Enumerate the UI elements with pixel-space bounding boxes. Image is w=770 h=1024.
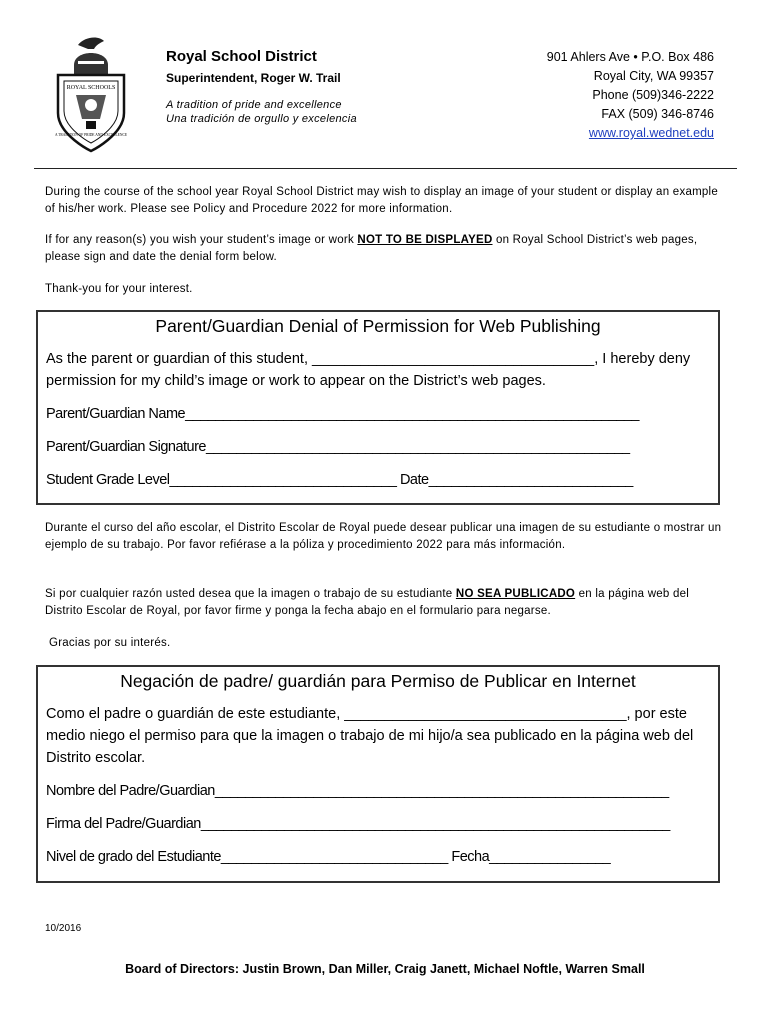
logo-text-top: ROYAL SCHOOLS [66,85,116,91]
spanish-name-field[interactable]: Nombre del Padre/Guardian____________________________________________________________ [46,783,669,799]
superintendent: Superintendent, Roger W. Trail [166,71,341,85]
phone: Phone (509)346-2222 [592,88,714,102]
english-reason: If for any reason(s) you wish your student’s image or work NOT TO BE DISPLAYED on Royal School District’s web pages, please sign and date the denial form below. [45,234,698,263]
motto-english: A tradition of pride and excellence [166,99,342,111]
logo-text-bottom: A TRADITION OF PRIDE AND EXCELLENCE [54,133,128,137]
english-form-title: Parent/Guardian Denial of Permission for Web Publishing [155,316,601,336]
spanish-grade-date-field[interactable]: Nivel de grado del Estudiante______________________________ Fecha________________ [46,849,611,865]
english-name-field[interactable]: Parent/Guardian Name____________________________________________________________ [46,406,639,422]
city: Royal City, WA 99357 [593,69,714,83]
no-publicado-emphasis: NO SEA PUBLICADO [455,588,576,600]
contact-block [547,48,714,143]
fax: FAX (509) 346-8746 [601,107,714,121]
board-of-directors: Board of Directors: Justin Brown, Dan Miller, Craig Janett, Michael Noftle, Warren Small [125,962,645,976]
english-grade-date-field[interactable]: Student Grade Level______________________________ Date___________________________ [46,472,633,488]
english-denial-form [36,310,720,505]
english-intro: During the course of the school year Royal School District may wish to display an image of your student or display an example of his/her work. Please see Policy and Procedure 2022 for more information. [45,186,719,215]
spanish-signature-field[interactable]: Firma del Padre/Guardian______________________________________________________________ [46,816,670,832]
spanish-reason: Si por cualquier razón usted desea que la imagen o trabajo de su estudiante NO SEA PUBLICADO en la página web del Distrito Escolar de Royal, por favor firme y ponga la fecha abajo en el formulario para negarse. [45,588,690,617]
header-divider [34,168,737,169]
english-signature-field[interactable]: Parent/Guardian Signature________________________________________________________ [46,439,630,455]
spanish-denial-form [36,665,720,883]
district-name: Royal School District [166,48,317,65]
not-displayed-emphasis: NOT TO BE DISPLAYED [357,234,493,246]
district-logo [50,35,132,157]
website-link[interactable]: www.royal.wednet.edu [588,126,714,140]
district-header [166,48,357,126]
address: 901 Ahlers Ave • P.O. Box 486 [546,50,714,64]
spanish-thanks: Gracias por su interés. [49,637,171,649]
motto-spanish: Una tradición de orgullo y excelencia [166,113,357,125]
spanish-form-title: Negación de padre/ guardián para Permiso de Publicar en Internet [120,671,636,691]
revision-date: 10/2016 [45,923,82,934]
spanish-intro: Durante el curso del año escolar, el Distrito Escolar de Royal puede desear publicar una imagen de su estudiante o mostrar un ejemplo de su trabajo. Por favor refiérase a la póliza y procedimiento 2022 para más información. [45,522,722,551]
english-thanks: Thank-you for your interest. [45,283,193,295]
english-form-statement[interactable]: As the parent or guardian of this student, ___________________________________, I hereby deny permission for my child’s image or work to appear on the District’s web pages. [46,351,691,389]
spanish-form-statement[interactable]: Como el padre o guardián de este estudiante, ___________________________________, por este medio niego el permiso para que la imagen o trabajo de mi hijo/a sea publicado en la página web del Distrito escolar. [46,706,694,766]
